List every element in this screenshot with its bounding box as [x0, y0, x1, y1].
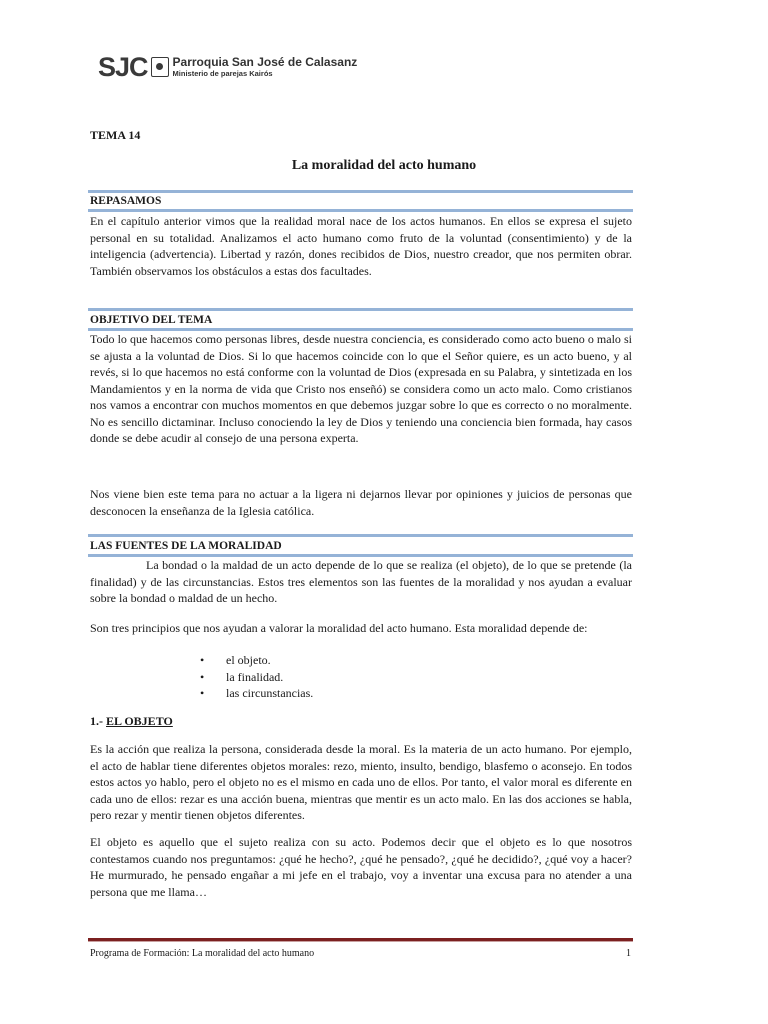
footer-rule-thin — [88, 941, 633, 942]
footer-text: Programa de Formación: La moralidad del acto humano — [90, 948, 315, 959]
logo-letters: SJC — [98, 52, 148, 82]
paragraph-objeto-1: Es la acción que realiza la persona, considerada desde la moral. Es la materia de un acto humano. Por ejemplo, el acto de hablar tiene diferentes objetos morales: rezo, miento, insulto, bendigo, blasfemo o aconsejo. En todos estos actos yo hablo, pero el objeto no es el mismo en cada uno de ellos. Por tanto, el valor moral es diferente en cada uno de ellos: rezar es una acción buena, mientras que mentir es un acto malo. En las dos acciones se habla, pero rezar y mentir tienen objetos diferentes. — [90, 742, 632, 822]
paragraph-repasamos: En el capítulo anterior vimos que la realidad moral nace de los actos humanos. En ellos se expresa el sujeto personal en su totalidad. Analizamos el acto humano como fruto de la voluntad (consentimiento) y de la inteligencia (advertencia). Libertad y razón, dones recibidos de Dios, nuestro creador, que nos permiten obrar. También observamos los obstáculos a estas dos facultades. — [90, 214, 632, 278]
section-rule-bottom — [88, 209, 633, 212]
topic-number: TEMA 14 — [90, 128, 141, 142]
parish-logo — [98, 52, 357, 82]
list-item: • las circunstancias. — [200, 685, 313, 702]
page-title: La moralidad del acto humano — [291, 158, 477, 173]
paragraph-objeto-2: El objeto es aquello que el sujeto realiza con su acto. Podemos decir que el objeto es lo que nosotros contestamos cuando nos preguntamos: ¿qué he hecho?, ¿qué he pensado?, ¿qué he decidido?, ¿qué voy a hacer? He murmurado, he pensado engañar a mi jefe en el trabajo, voy a inventar una excusa para no atender a una persona que me llama… — [90, 835, 632, 899]
paragraph-objetivo-1: Todo lo que hacemos como personas libres, desde nuestra conciencia, es considerado como acto bueno o malo si se ajusta a la voluntad de Dios. Si lo que hacemos coincide con lo que el Señor quiere, es un acto bueno, y al revés, si lo que hacemos no está conforme con la voluntad de Dios (expresada en su Palabra, y sintetizada en los Mandamientos y en la norma de vida que Cristo nos enseñó) se considera como un acto malo. Como cristianos nos vamos a encontrar con muchos momentos en que debemos juzgar sobre lo que es correcto o no moralmente. No es sencillo dictaminar. Incluso conociendo la ley de Dios y teniendo una conciencia bien formada, hay casos donde se debe acudir al consejo de una persona experta. — [90, 332, 632, 445]
section-rule-top — [88, 190, 633, 193]
section-heading-fuentes: LAS FUENTES DE LA MORALIDAD — [90, 540, 282, 552]
parish-name: Parroquia San José de Calasanz — [172, 55, 358, 69]
section-heading-objetivo: OBJETIVO DEL TEMA — [90, 314, 213, 326]
list-item: • el objeto. — [200, 652, 313, 669]
subheading-number: 1.- — [90, 714, 106, 728]
emblem-icon — [151, 57, 169, 77]
section-rule-top — [88, 534, 633, 537]
page-number: 1 — [626, 948, 631, 959]
logo-mark — [98, 52, 173, 82]
subheading-label: EL OBJETO — [106, 714, 173, 728]
sources-list — [200, 652, 313, 702]
ministry-name: Ministerio de parejas Kairós — [172, 69, 273, 78]
section-rule-top — [88, 308, 633, 311]
section-heading-repasamos: REPASAMOS — [90, 195, 162, 207]
paragraph-fuentes-2: Son tres principios que nos ayudan a valorar la moralidad del acto humano. Esta moralidad depende de: — [90, 621, 588, 635]
paragraph-fuentes-1: La bondad o la maldad de un acto depende de lo que se realiza (el objeto), de lo que se pretende (la finalidad) y de las circunstancias. Estos tres elementos son las fuentes de la moralidad y nos ayudan a evaluar sobre la bondad o maldad de un hecho. — [90, 558, 632, 605]
subheading-objeto — [90, 714, 173, 729]
paragraph-objetivo-2: Nos viene bien este tema para no actuar a la ligera ni dejarnos llevar por opiniones y juicios de personas que desconocen la enseñanza de la Iglesia católica. — [90, 487, 632, 518]
logo-text — [173, 56, 358, 78]
list-item: • la finalidad. — [200, 669, 313, 686]
